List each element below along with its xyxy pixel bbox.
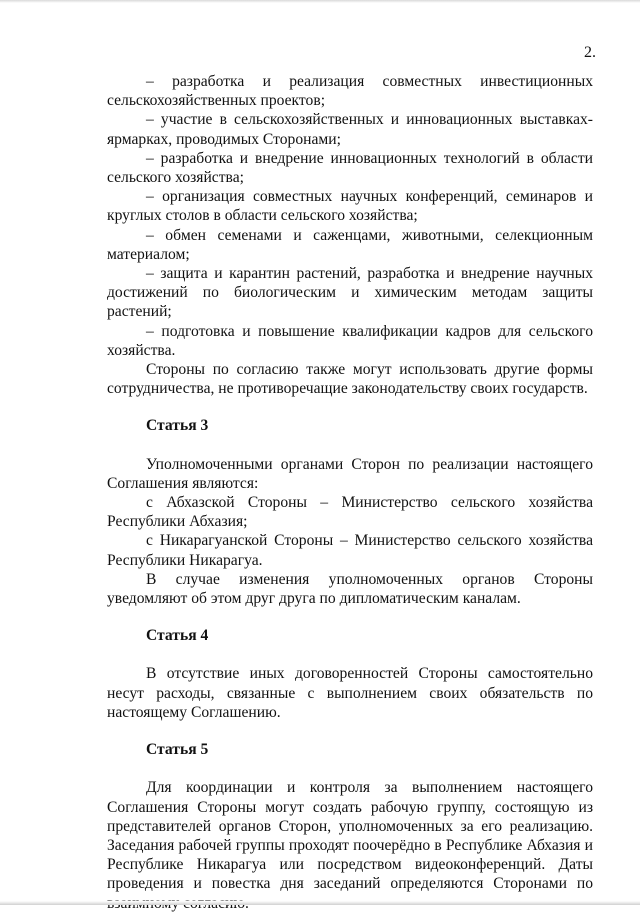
scan-edge-top (0, 0, 640, 3)
article-5-heading: Статья 5 (146, 741, 209, 759)
article-3-paragraph-4: В случае изменения уполномоченных органов Стороны уведомляют об этом друг друга по дипломатическим каналам. (107, 570, 593, 608)
paragraph-other-forms: Стороны по согласию также могут использовать другие формы сотрудничества, не противоречащие законодательству своих государств. (107, 361, 593, 398)
list-item-investment-projects: – разработка и реализация совместных инвестиционных сельскохозяйственных проектов; (107, 73, 593, 110)
article-5-paragraph-1: Для координации и контроля за выполнением настоящего Соглашения Стороны могут создать рабочую группу, состоящую из представителей органов Сторон, уполномоченных за его реализацию. Заседания рабочей группы проходят поочерёдно в Республике Абхазия и Республике Никарагуа или посредством видеоконференций. Даты проведения и повестка дня заседаний определяются Сторонами по (107, 779, 593, 893)
list-item-seed-exchange: – обмен семенами и саженцами, животными, селекционным материалом; (107, 226, 593, 263)
page-number: 2. (584, 44, 596, 61)
scan-edge-bottom (0, 901, 640, 905)
article-3-paragraph-1: Уполномоченными органами Сторон по реализации настоящего Соглашения являются: (107, 455, 593, 492)
list-item-conferences: – организация совместных научных конференций, семинаров и круглых столов в области сельского хозяйства; (107, 188, 593, 225)
list-item-exhibitions: – участие в сельскохозяйственных и инновационных выставках-ярмарках, проводимых Сторонами; (107, 111, 593, 148)
list-item-plant-protection: – защита и карантин растений, разработка и внедрение научных достижений по биологическим и химическим методам защиты растений; (107, 265, 593, 321)
document-body (107, 72, 593, 913)
article-3-paragraph-3: с Никарагуанской Стороны – Министерство сельского хозяйства Республики Никарагуа. (107, 532, 593, 569)
article-4-paragraph-1: В отсутствие иных договоренностей Стороны самостоятельно несут расходы, связанные с выполнением своих обязательств по настоящему Соглашению. (107, 665, 593, 721)
article-3-heading: Статья 3 (146, 417, 209, 435)
article-4-heading: Статья 4 (146, 627, 209, 645)
list-item-staff-training: – подготовка и повышение квалификации кадров для сельского хозяйства. (107, 322, 593, 359)
list-item-innovation-technologies: – разработка и внедрение инновационных технологий в области сельского хозяйства; (107, 149, 593, 187)
article-3-paragraph-2: с Абхазской Стороны – Министерство сельского хозяйства Республики Абхазия; (107, 494, 593, 531)
